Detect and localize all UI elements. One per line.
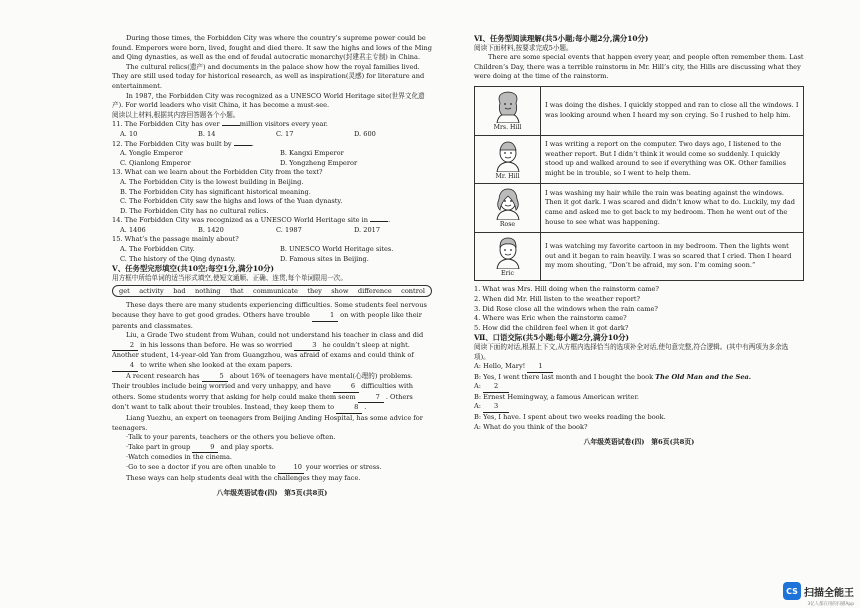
section7-instruction: 阅读下面的对话,根据上下文,从方框内选择恰当的选项补全对话,使句意完整,符合逻辑。(其中有两项为多余选项)。 [474, 342, 789, 361]
answer-option[interactable]: A. 1406 [120, 225, 146, 234]
dialog-text: A: Hello, Mary! [474, 362, 526, 371]
answer-option[interactable]: B. 1420 [198, 225, 224, 234]
answer-option[interactable]: C. 1987 [276, 225, 302, 234]
statement-text: I was watching my favorite cartoon in my bedroom. Then the lights went out and it began to rain heavily. I was so scared that I cried. Then I heard my mom shouting, “Don’t be afraid, my son. I’m coming soon.” [541, 232, 804, 281]
question-stem [112, 140, 432, 150]
dialog-line [474, 373, 804, 383]
word-box-word: show [331, 286, 349, 295]
advice-item [112, 443, 432, 454]
blank-6[interactable]: 6 [333, 382, 359, 393]
option-row [112, 159, 432, 169]
dialog-line [474, 413, 804, 423]
answer-option[interactable]: C. The history of the Qing dynasty. [120, 254, 236, 263]
cloze-text: about 16% of teenagers have mental(心理的) problems. Their troubles include being worried and very unhappy, and have [112, 371, 413, 391]
question-text: 12. The Forbidden City was built by [112, 139, 232, 148]
page-footer-right: 八年级英语试卷(四) 第6页(共8页) [583, 438, 695, 447]
statement-row [475, 135, 804, 184]
dialog-text: A: [474, 402, 481, 411]
question-stem [112, 120, 432, 130]
question-text: 11. The Forbidden City has over [112, 120, 220, 129]
cloze-text: your worries or stress. [305, 462, 382, 471]
blank-1[interactable]: 1 [312, 311, 338, 322]
cloze-paragraph [112, 331, 432, 371]
cloze-text: ·Take part in group [126, 442, 191, 451]
cloze-paragraph [112, 301, 432, 331]
left-page [112, 34, 432, 499]
book-title: The Old Man and the Sea. [655, 372, 752, 381]
section6-instruction: 阅读下面材料,按要求完成5小题。 [474, 43, 573, 52]
answer-blank[interactable] [222, 125, 240, 126]
dialog-line [474, 362, 804, 373]
scanner-watermark [783, 582, 854, 600]
dialog-text: A: What do you think of the book? [474, 422, 588, 431]
page-footer-left: 八年级英语试卷(四) 第5页(共8页) [216, 489, 328, 498]
person-name: Mr. Hill [495, 172, 520, 180]
section5-title: Ⅴ、任务型完形填空(共10空;每空1分,满分10分) [112, 264, 274, 274]
blank-10[interactable]: 10 [278, 463, 304, 474]
statement-row [475, 232, 804, 281]
dialog-text: A: [474, 382, 481, 391]
word-box-word: communicate [252, 286, 298, 295]
question-text: . [388, 216, 391, 225]
dialog-text: B: Yes, I went there last month and I bought the book [474, 372, 654, 381]
section6-intro: There are some special events that happen every year, and people often remember them. Last Children’s Day, there was a terrible rainstorm in Mr. Hill’s city, the Hills are discussing what they were doing at the time of the rainstorm. [474, 53, 804, 81]
question-stem [112, 168, 432, 178]
person-name: Eric [501, 269, 514, 277]
right-page [474, 34, 804, 448]
eric-portrait-icon [475, 235, 540, 269]
section5-instruction: 用方框中所给单词的适当形式填空,使短文通顺、正确、连贯,每个单词限用一次。 [112, 273, 347, 282]
short-answer-question: 2. When did Mr. Hill listen to the weather report? [474, 294, 641, 303]
cloze-text: he couldn’t sleep at night. Another student, 14-year-old Yan from Guangzhou, was afraid of exams and could think of [112, 340, 414, 360]
advice-item: ·Watch comedies in the cinema. [126, 453, 233, 462]
option-row [112, 130, 432, 140]
cloze-text: ·Go to see a doctor if you are often unable to [126, 462, 276, 471]
short-answer-question: 1. What was Mrs. Hill doing when the rainstorm came? [474, 285, 659, 294]
cloze-text: in his lessons than before. He was so worried [140, 340, 293, 349]
cloze-text: on with people like their parents and classmates. [112, 311, 422, 330]
blank-7[interactable]: 7 [358, 393, 384, 404]
reading-instruction: 阅读以上材料,根据其内容回答题各个小题。 [112, 110, 240, 119]
portrait-cell [475, 135, 541, 184]
answer-blank[interactable] [370, 221, 388, 222]
person-name: Rose [499, 221, 516, 229]
dialog-text: B: Yes, I have. I spent about two weeks reading the book. [474, 413, 666, 422]
cloze-text: A recent research has [126, 371, 200, 380]
answer-option[interactable]: D. Yongzheng Emperor [280, 158, 358, 167]
short-answer-questions [474, 285, 804, 333]
advice-item: ·Talk to your parents, teachers or the others you believe often. [126, 433, 336, 442]
cloze-text: Liu, a Grade Two student from Wuhan, could not understand his teacher in class and did [126, 331, 424, 340]
answer-blank[interactable] [234, 145, 252, 146]
dialog-line [474, 402, 804, 413]
cloze-text: to write when she looked at the exam papers. [140, 361, 293, 369]
answer-option[interactable]: D. The Forbidden City has no cultural relics. [120, 206, 269, 215]
question-text: 15. What’s the passage mainly about? [112, 235, 239, 244]
answer-option[interactable]: C. The Forbidden City saw the highs and lows of the Yuan dynasty. [120, 197, 343, 206]
cloze-text: . Others don’t want to talk about their troubles. Instead, they keep them to [112, 392, 413, 412]
cloze-paragraph: Liang Yuezhu, an expert on teenagers from Beijing Anding Hospital, has some advice for teenagers. [112, 413, 423, 432]
option-row [112, 245, 432, 255]
word-box-word: they [307, 286, 322, 295]
statement-text: I was doing the dishes. I quickly stopped and ran to close all the windows. I was looking around when I heard my son crying. So I rushed to help him. [541, 86, 804, 135]
statement-text: I was washing my hair while the rain was beating against the windows. Then it got dark. I was scared and didn’t know what to do. Luckily, my dad came and asked me to get back to my bedroom. Then he went out of the house to see what was happening. [541, 184, 804, 233]
option-row [112, 255, 432, 265]
answer-option[interactable]: D. 600 [354, 129, 376, 138]
portrait-cell [475, 86, 541, 135]
word-box-word: nothing [194, 286, 221, 295]
advice-item [112, 463, 432, 474]
word-box-word: activity [139, 286, 164, 295]
scanner-logo-icon: CS [783, 582, 801, 600]
blank-9[interactable]: 9 [192, 443, 218, 454]
blank-8[interactable]: 8 [336, 403, 362, 414]
word-box-word: that [230, 286, 244, 295]
dialog-line [474, 393, 804, 403]
cloze-text: difficulties with others. Some students worry that asking for help could make them seem [112, 382, 414, 401]
word-box-word: bad [173, 286, 186, 295]
rose-portrait-icon [475, 186, 540, 220]
statement-row [475, 184, 804, 233]
dialog-blank[interactable]: 3 [483, 402, 509, 413]
reading-paragraph: The cultural relics(遗产) and documents in the palace show how the royal families lived. They are still used today for historical research, as well as inspiration(灵感) for literature and entertainment. [112, 62, 425, 90]
mr-hill-portrait-icon [475, 138, 540, 172]
section6-title: Ⅵ、任务型阅读理解(共5小题;每小题2分,满分10分) [474, 34, 649, 43]
question-stem [112, 216, 432, 226]
section7-title: Ⅶ、口语交际(共5小题;每小题2分,满分10分) [474, 333, 629, 343]
blank-4[interactable]: 4 [112, 361, 138, 372]
question-text: 13. What can we learn about the Forbidden City from the text? [112, 168, 323, 177]
portrait-cell [475, 232, 541, 281]
answer-option[interactable]: A. 10 [120, 129, 138, 138]
cloze-paragraph: These ways can help students deal with the challenges they may face. [126, 473, 361, 482]
mrs-hill-portrait-icon [475, 89, 540, 123]
answer-option[interactable]: A. The Forbidden City. [120, 245, 195, 254]
reading-paragraph: During those times, the Forbidden City was where the country’s supreme power could be found. Emperors were born, lived, fought and died there. It saw the highs and lows of the Ming and Qing dynasties, as well as the end of feudal autocratic monarchy(封建君主专制) in China. [112, 34, 432, 62]
short-answer-question: 5. How did the children feel when it got dark? [474, 323, 629, 332]
scanner-tagline: 3亿人都在用的扫描App [807, 602, 854, 607]
question-text: 14. The Forbidden City was recognized as a UNESCO World Heritage site in [112, 216, 368, 225]
option-row [112, 226, 432, 236]
answer-option[interactable]: A. Yongle Emperor [120, 149, 183, 158]
statement-row [475, 86, 804, 135]
question-text: . [251, 139, 254, 148]
dialog-blank[interactable]: 1 [527, 362, 553, 373]
person-name: Mrs. Hill [493, 123, 522, 131]
question-text: million visitors every year. [239, 120, 328, 129]
scanner-name: 扫描全能王 [804, 587, 854, 599]
answer-option[interactable]: B. Kangxi Emperor [280, 149, 344, 158]
blank-5[interactable]: 5 [202, 372, 228, 383]
question-list [112, 120, 432, 264]
dialog-text: B: Ernest Hemingway, a famous American writer. [474, 392, 639, 401]
word-box-word: difference [357, 286, 392, 295]
reading-paragraph: In 1987, the Forbidden City was recognized as a UNESCO World Heritage site(世界文化遗产). For world leaders who visit China, it has become a must-see. [112, 91, 425, 110]
option-row [112, 149, 432, 159]
dialog [474, 362, 804, 432]
dialog-blank[interactable]: 2 [483, 382, 509, 393]
word-box-word: get [119, 286, 130, 295]
answer-option[interactable]: D. 2017 [354, 225, 381, 234]
blank-3[interactable]: 3 [294, 341, 320, 352]
family-statements-table [474, 86, 804, 281]
answer-option[interactable]: B. UNESCO World Heritage sites. [280, 245, 394, 254]
short-answer-question: 4. Where was Eric when the rainstorm came? [474, 314, 627, 323]
cloze-text: . [364, 403, 367, 412]
answer-option[interactable]: A. The Forbidden City is the lowest building in Beijing. [120, 177, 304, 186]
word-box-word: control [401, 286, 425, 295]
cloze-text: and play sports. [220, 442, 274, 451]
statement-text: I was writing a report on the computer. Two days ago, I listened to the weather report. But I didn’t think it would come so suddenly. I quickly stood up and walked around to see if everything was OK. Other families might be in trouble, so I went to help them. [541, 135, 804, 184]
word-box [112, 285, 432, 297]
answer-option[interactable]: B. The Forbidden City has significant historical meaning. [120, 187, 311, 196]
answer-option[interactable]: C. 17 [276, 129, 294, 138]
answer-option[interactable]: D. Famous sites in Beijing. [280, 254, 369, 263]
answer-option[interactable]: C. Qianlong Emperor [120, 158, 191, 167]
portrait-cell [475, 184, 541, 233]
question-stem [112, 235, 432, 245]
blank-2[interactable]: 2 [112, 341, 138, 352]
dialog-line [474, 423, 804, 433]
short-answer-question: 3. Did Rose close all the windows when the rain came? [474, 304, 658, 313]
dialog-line [474, 382, 804, 393]
cloze-paragraph [112, 372, 432, 414]
cloze-text: These days there are many students experiencing difficulties. Some students feel nervous because they have to get good grades. Others have trouble [112, 301, 427, 320]
answer-option[interactable]: B. 14 [198, 129, 216, 138]
